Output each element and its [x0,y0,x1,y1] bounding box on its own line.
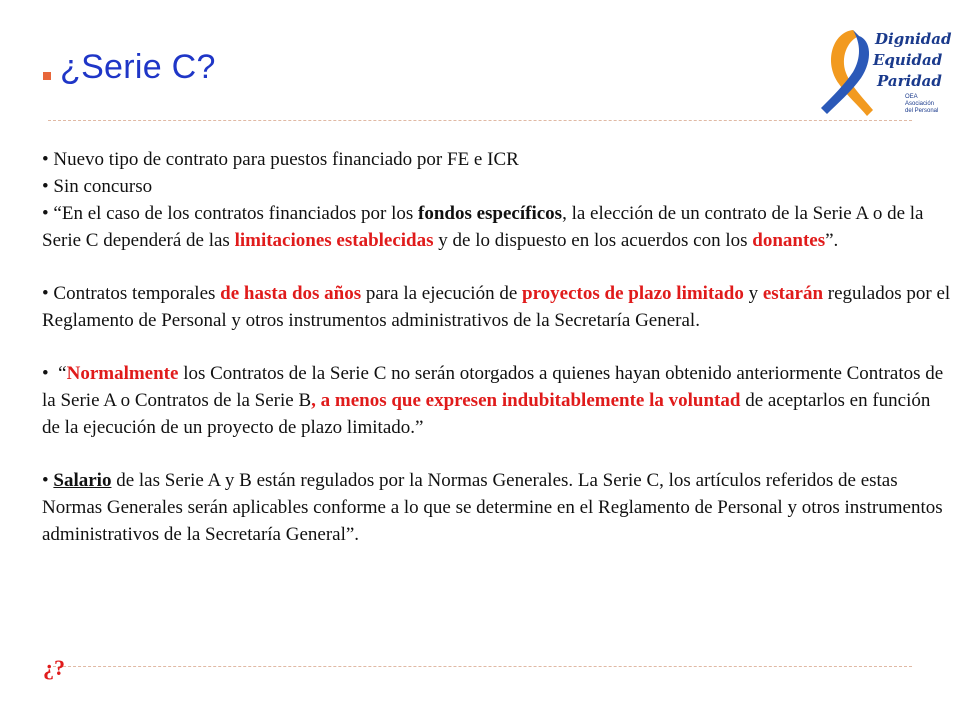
bullet-4-text-3: y [743,283,763,304]
bullet-1-text: Nuevo tipo de contrato para puestos financiado por FE e ICR [53,149,519,170]
logo-text-dignidad: Dignidad [875,30,952,48]
bullet-3-text-1: “En el caso de los contratos financiados por los [53,203,418,224]
logo-text-paridad: Paridad [877,72,942,90]
bullet-5-highlight-2: , a menos que expresen indubitablemente la voluntad [311,390,741,411]
bullet-3-highlight-2: limitaciones establecidas [234,230,434,251]
bullet-marker: • [42,149,49,170]
bullet-marker: • [42,470,49,491]
bullet-marker: • [42,176,49,197]
bullet-5-highlight-1: Normalmente [66,363,179,384]
bullet-2-text: Sin concurso [53,176,153,197]
logo-subtitle: OEA Asociación del Personal [905,94,939,114]
bullet-3 [42,200,952,254]
logo-text-equidad: Equidad [873,51,943,69]
logo [815,22,952,120]
bullet-6 [42,467,952,548]
bullet-6-emphasis-salario: Salario [53,470,112,491]
bullet-marker: • [42,203,49,224]
title-accent-mark [43,72,51,80]
bullet-4-text-4: regulados por el Reglamento de Personal y otros instrumentos administrativos de la Secretaría General. [42,283,951,331]
bullet-5-text-1: “ [48,363,67,384]
bullet-3-highlight-3: donantes [752,230,826,251]
bullet-4-text-1: Contratos temporales [53,283,221,304]
bullet-4-text-2: para la ejecución de [361,283,523,304]
footer-question-mark: ¿? [43,655,65,680]
bullet-1 [42,146,952,173]
page-title: ¿Serie C? [60,48,216,86]
bullet-marker: • [42,283,49,304]
top-divider [48,120,912,121]
bullet-6-text: de las Serie A y B están regulados por la Normas Generales. La Serie C, los artículos referidos de estas Normas Generales serán aplicables conforme a lo que se determine en el Reglamento de Personal y otros instrumentos administrativos de la Secretaría General”. [42,470,943,545]
bullet-4-highlight-1: de hasta dos años [220,283,362,304]
bullet-5-text-3: de aceptarlos en función de la ejecución de un proyecto de plazo limitado.” [42,390,931,438]
slide-body [42,146,952,548]
bullet-5-text-2: los Contratos de la Serie C no serán otorgados a quienes hayan obtenido anteriormente Contratos de la Serie A o Contratos de la Serie B [42,363,944,411]
bullet-3-text-3: y de lo dispuesto en los acuerdos con los [433,230,753,251]
bullet-4-highlight-2: proyectos de plazo limitado [522,283,744,304]
bullet-2 [42,173,952,200]
bullet-4 [42,280,952,334]
bullet-3-text-2: , la elección de un contrato de la Serie A o de la Serie C dependerá de las [42,203,924,251]
bullet-3-text-4: ”. [825,230,839,251]
bullet-5 [42,360,952,441]
bullet-4-highlight-3: estarán [762,283,824,304]
bullet-3-emphasis-1: fondos específicos [418,203,563,224]
bullet-marker: • [42,363,49,384]
bottom-divider [48,666,912,667]
